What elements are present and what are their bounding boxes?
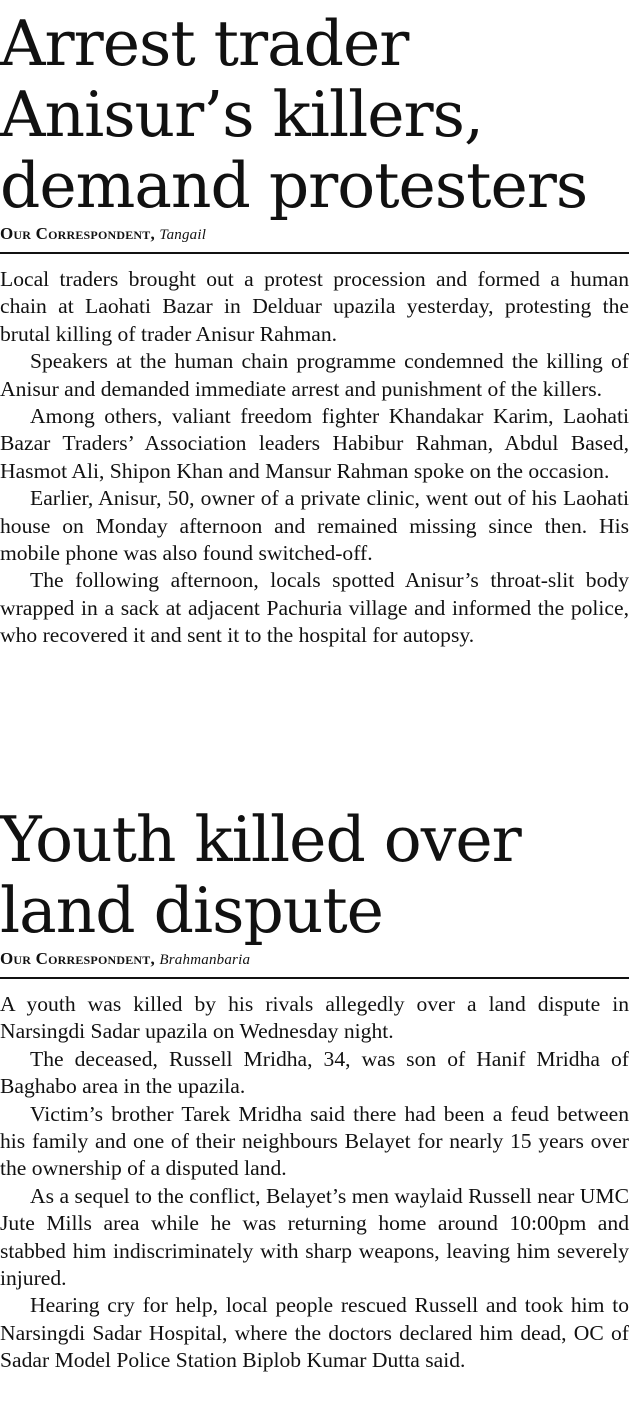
- headline: Youth killed over land dispute: [0, 803, 521, 947]
- article-body: [0, 266, 629, 650]
- paragraph: Hearing cry for help, local people rescued Russell and took him to Narsingdi Sadar Hospital, where the doctors declared him dead, OC of Sadar Model Police Station Biplob Kumar Dutta said.: [0, 1293, 629, 1373]
- paragraph: The following afternoon, locals spotted Anisur’s throat-slit body wrapped in a sack at adjacent Pachuria village and informed the police, who recovered it and sent it to the hospital for autopsy.: [0, 568, 629, 648]
- paragraph: The deceased, Russell Mridha, 34, was son of Hanif Mridha of Baghabo area in the upazila.: [0, 1046, 629, 1099]
- divider-rule: [0, 252, 629, 254]
- byline: [0, 223, 629, 246]
- paragraph: Among others, valiant freedom fighter Khandakar Karim, Laohati Bazar Traders’ Association leaders Habibur Rahman, Abdul Based, Hasmot Ali, Shipon Khan and Mansur Rahman spoke on the occasion.: [0, 404, 629, 483]
- byline: [0, 948, 629, 971]
- byline-location: Tangail: [159, 227, 207, 243]
- paragraph: A youth was killed by his rivals allegedly over a land dispute in Narsingdi Sadar upazila on Wednesday night.: [0, 992, 629, 1044]
- byline-location: Brahmanbaria: [159, 952, 251, 968]
- divider-rule: [0, 977, 629, 979]
- paragraph: As a sequel to the conflict, Belayet’s men waylaid Russell near UMC Jute Mills area while he was returning home around 10:00pm and stabbed him indiscriminately with sharp weapons, leaving him severely injured.: [0, 1183, 629, 1291]
- paragraph: Earlier, Anisur, 50, owner of a private clinic, went out of his Laohati house on Monday afternoon and remained missing since then. His mobile phone was also found switched-off.: [0, 486, 629, 566]
- headline: Arrest trader Anisur’s killers, demand protesters: [0, 7, 588, 222]
- article-body: [0, 991, 629, 1375]
- paragraph: Local traders brought out a protest procession and formed a human chain at Laohati Bazar in Delduar upazila yesterday, protesting the brutal killing of trader Anisur Rahman.: [0, 267, 629, 346]
- byline-author: Our Correspondent,: [0, 224, 155, 243]
- paragraph: Speakers at the human chain programme condemned the killing of Anisur and demanded immediate arrest and punishment of the killers.: [0, 349, 629, 401]
- byline-author: Our Correspondent,: [0, 949, 155, 968]
- paragraph: Victim’s brother Tarek Mridha said there had been a feud between his family and one of their neighbours Belayet for nearly 15 years over the ownership of a disputed land.: [0, 1101, 629, 1181]
- article-anisur: [0, 0, 629, 650]
- article-youth-killed: [0, 796, 629, 1375]
